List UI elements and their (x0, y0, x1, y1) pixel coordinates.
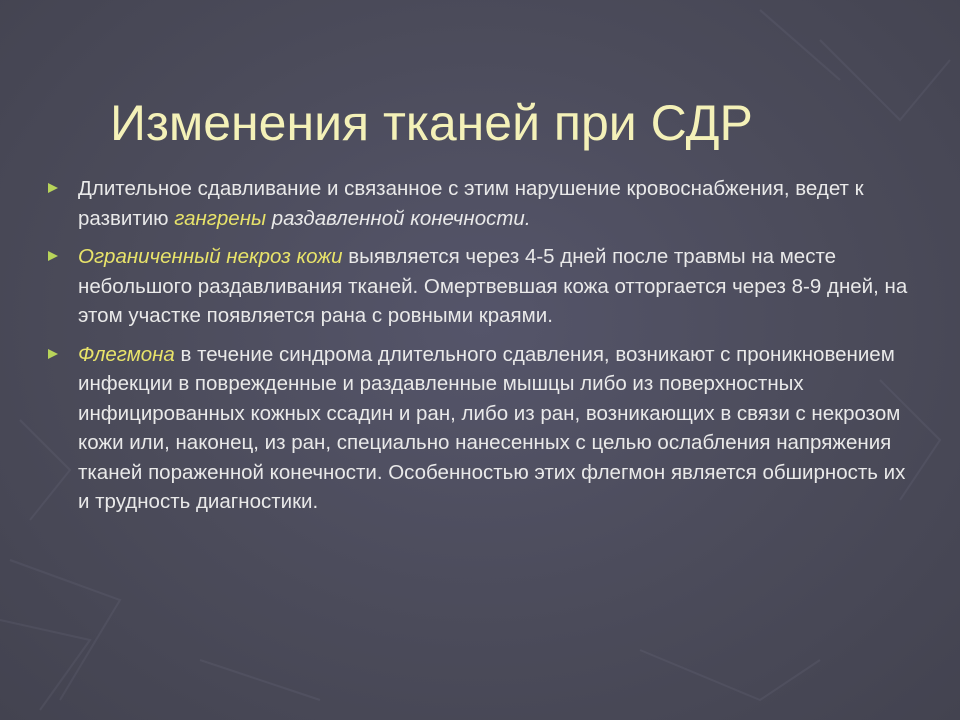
bullet-text (78, 340, 916, 517)
bullet-list (46, 174, 916, 526)
bullet-segment: выявляется через 4-5 дней после травмы на месте небольшого раздавливания тканей. Омертвевшая кожа отторгается через 8-9 дней, на этом участке появляется рана с ровными краями. (78, 245, 908, 327)
bullet-text (78, 242, 916, 331)
bullet-item (46, 174, 916, 233)
bullet-segment: в течение синдрома длительного сдавления, возникают с проникновением инфекции в поврежденные и раздавленные мышцы либо из поверхностных инфицированных кожных ссадин и ран, либо из ран, возникающих в связи с некрозом кожи или, наконец, из ран, специально нанесенных с целью ослабления напряжения тканей пораженной конечности. Особенностью этих флегмон является обширность их и трудность диагностики. (78, 342, 906, 513)
slide-title: Изменения тканей при СДР (110, 95, 753, 151)
triangle-right-icon (46, 181, 60, 195)
bullet-segment: раздавленной конечности. (266, 206, 531, 230)
highlighted-term: Флегмона (78, 342, 175, 366)
bullet-segment: Длительное сдавливание и связанное с этим нарушение кровоснабжения, ведет к развитию (78, 177, 864, 230)
highlighted-term: гангрены (174, 206, 267, 230)
triangle-right-icon (46, 347, 60, 361)
highlighted-term: Ограниченный некроз кожи (78, 245, 343, 268)
bullet-text (78, 174, 916, 233)
bullet-item (46, 340, 916, 517)
triangle-right-icon (46, 249, 60, 263)
bullet-item (46, 242, 916, 331)
